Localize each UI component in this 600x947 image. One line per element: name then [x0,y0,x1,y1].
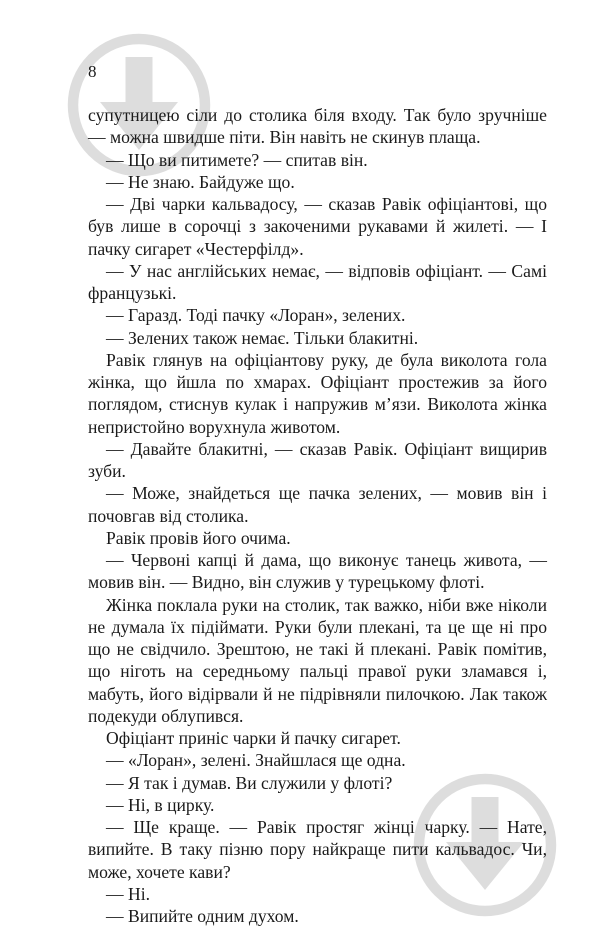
paragraph: — Ні, в цирку. [106,794,215,815]
paragraph: — Що ви питимете? — спитав він. [106,149,368,170]
paragraph: — Випийте одним духом. [106,906,299,926]
page-number: 8 [88,62,97,81]
paragraph: — Ні. [106,883,150,904]
paragraph: — У нас англійських немає, — відповів офіціант. — Самі французькі. [88,260,547,303]
paragraph: Офіціант приніс чарки й пачку сигарет. [106,728,401,748]
paragraph: — «Лоран», зелені. Знайшлася ще одна. [106,750,406,771]
body-text [88,104,547,927]
paragraph: — Зелених також немає. Тільки блакитні. [106,327,419,348]
paragraph: — Дві чарки кальвадосу, — сказав Равік офіціантові, що був лише в сорочці з закоченими рукавами й жилеті. — І пачку сигарет «Честерфілд». [88,194,547,259]
paragraph: Жінка поклала руки на столик, так важко, ніби вже ніколи не думала їх підіймати. Руки були плекані, та це ще ні про що не свідчило. Зрештою, не такі й плекані. Равік помітив, що ніготь на середньому пальці правої руки зламався і, мабуть, його відірвали й не підрівняли пилочкою. Лак також подекуди облупився. [88,594,547,726]
paragraph: — Я так і думав. Ви служили у флоті? [106,772,393,793]
paragraph: Равік провів його очима. [106,527,291,548]
paragraph: — Може, знайдеться ще пачка зелених, — мовив він і почовгав від столика. [88,483,547,526]
paragraph: — Гаразд. Тоді пачку «Лоран», зелених. [106,305,406,326]
paragraph: — Ще краще. — Равік простяг жінці чарку. — Нате, випийте. В таку пізню пору найкраще пити кальвадос. Чи, може, хочете кави? [88,817,547,882]
paragraph: — Не знаю. Байдуже що. [106,171,295,192]
paragraph: — Червоні капці й дама, що виконує танець живота, — мовив він. — Видно, він служив у турецькому флоті. [88,550,547,593]
paragraph: — Давайте блакитні, — сказав Равік. Офіціант вищирив зуби. [88,438,547,481]
paragraph: супутницею сіли до столика біля входу. Так було зручніше — можна швидше піти. Він навіть не скинув плаща. [88,105,547,148]
paragraph: Равік глянув на офіціантову руку, де була виколота гола жінка, що йшла по хмарах. Офіціант простежив за його поглядом, стиснув кулак і напружив м’язи. Виколота жінка непристойно ворухнула животом. [88,349,547,437]
